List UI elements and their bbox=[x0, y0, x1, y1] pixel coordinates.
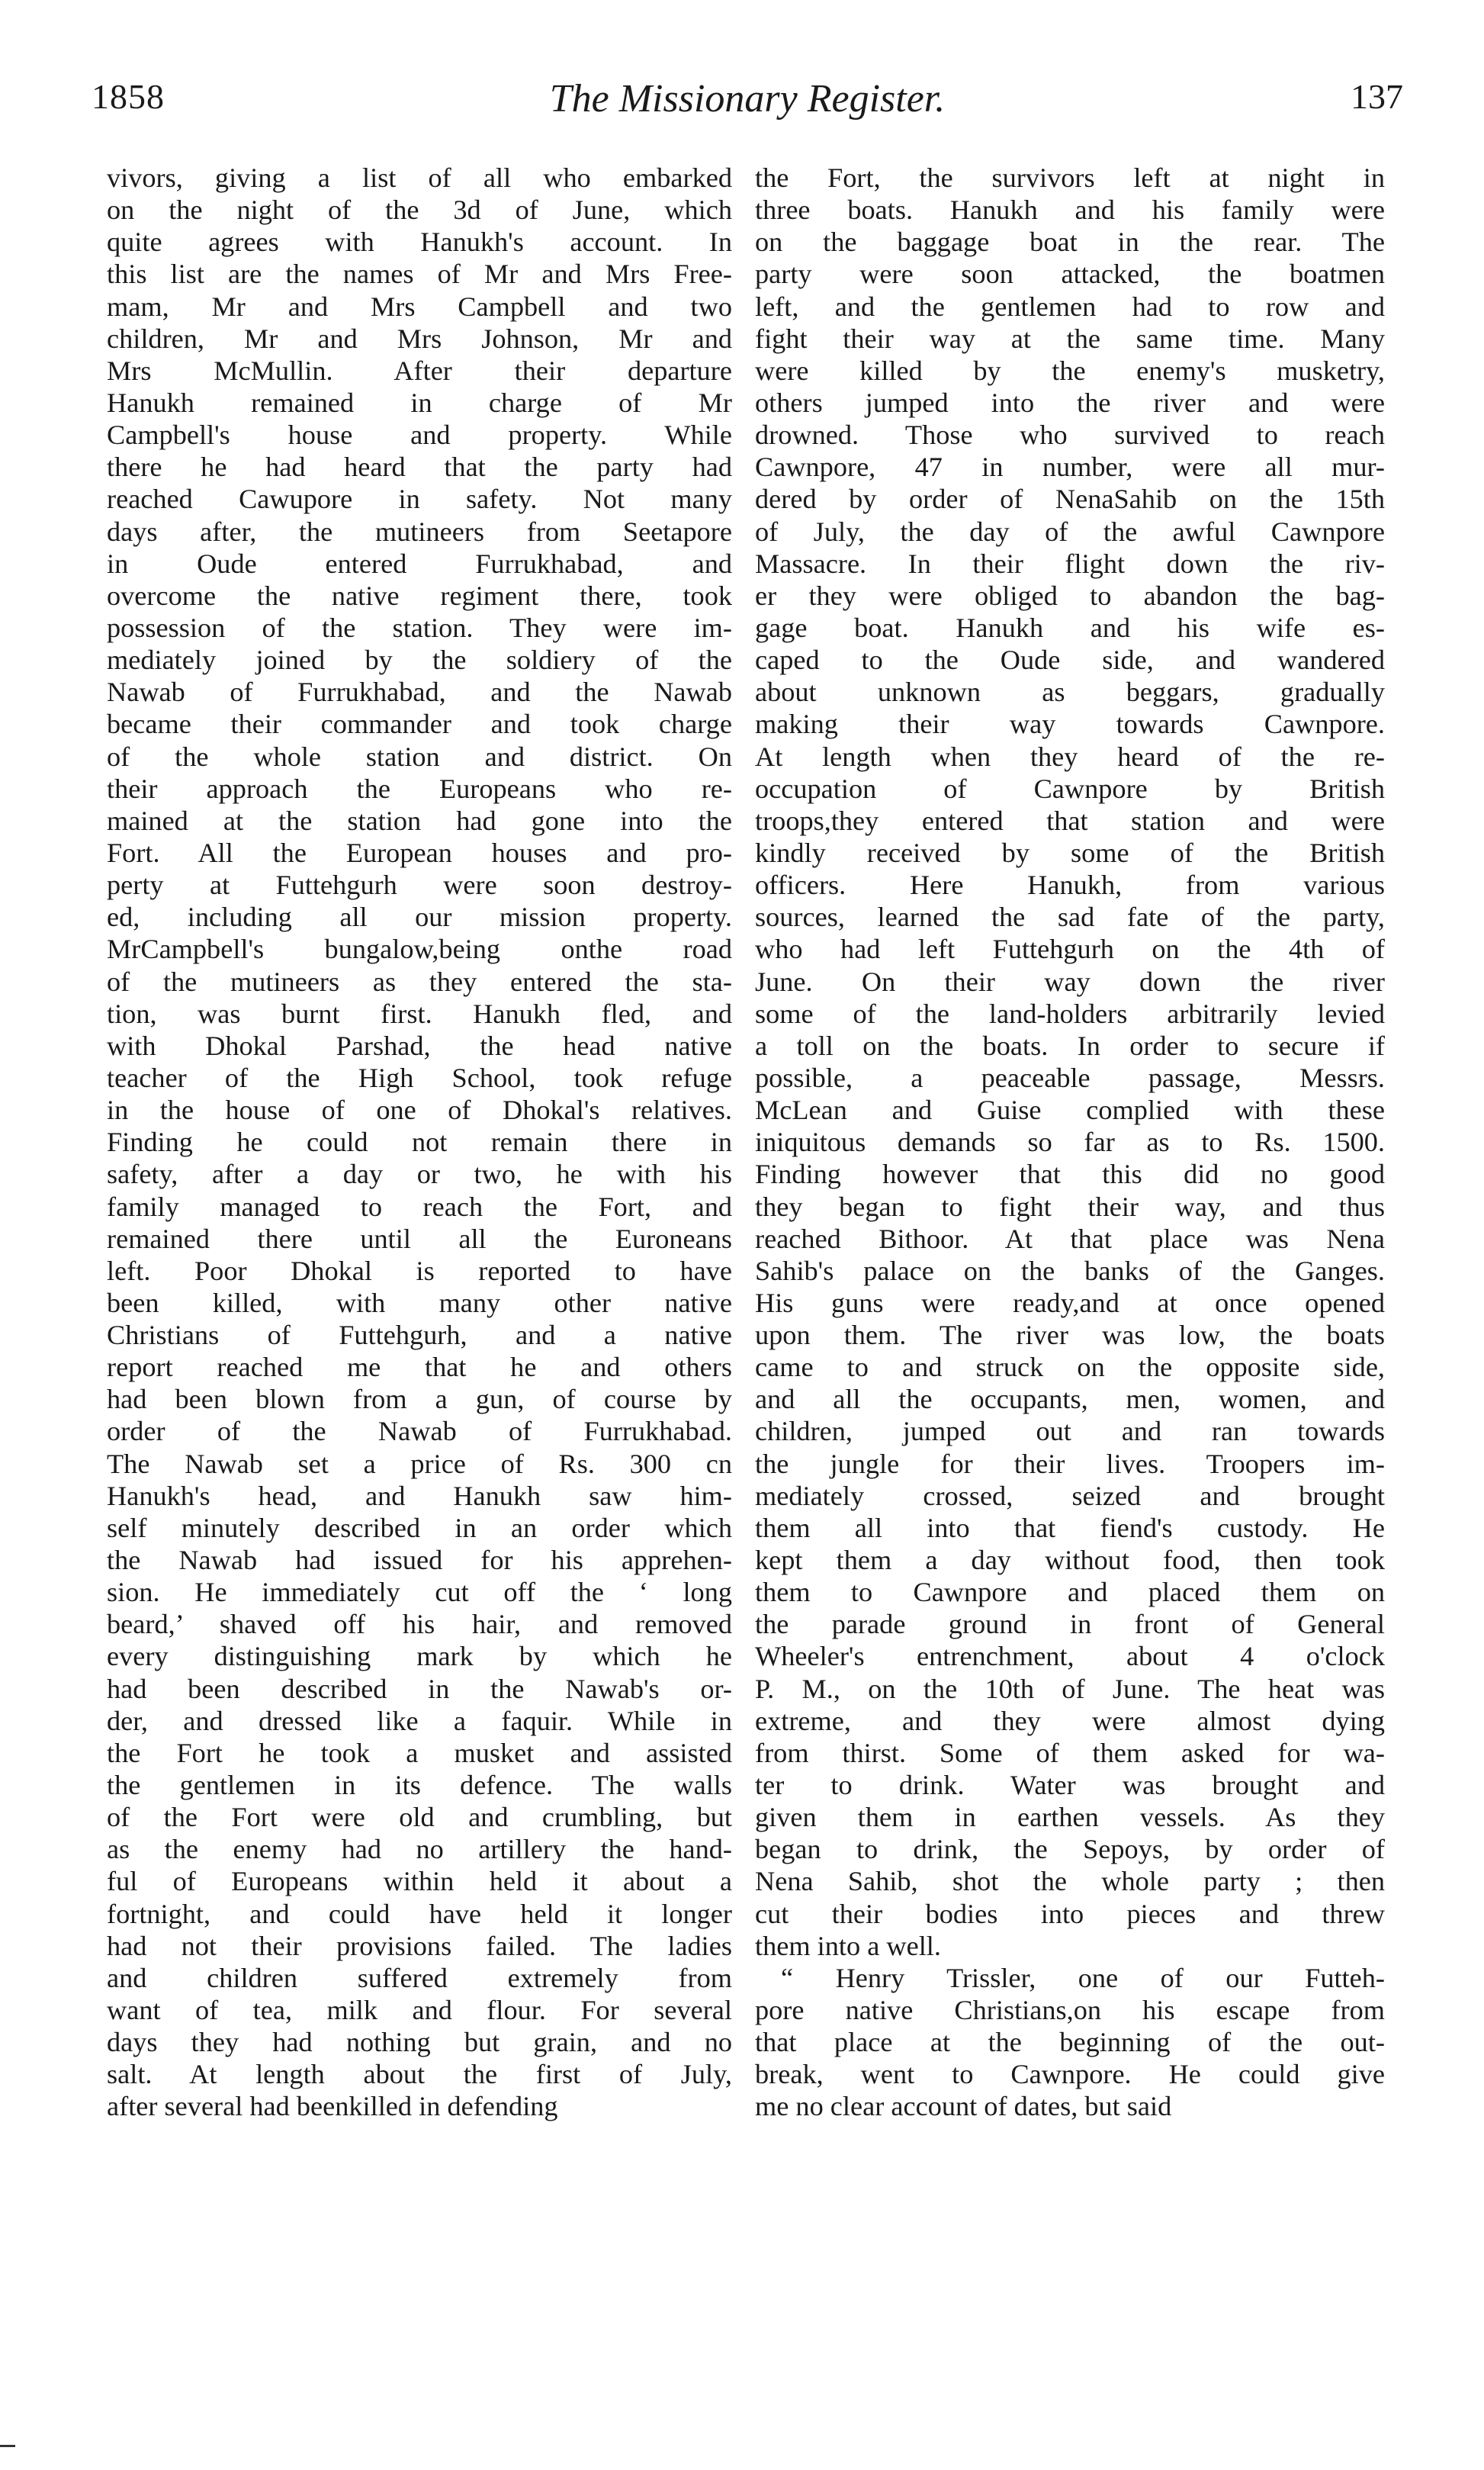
text-line: Mrs McMullin. After their departure bbox=[107, 355, 732, 386]
running-header bbox=[92, 76, 1403, 137]
text-line: Massacre. In their flight down the riv- bbox=[755, 548, 1385, 579]
text-line: of the whole station and district. On bbox=[107, 741, 732, 772]
text-line: with Dhokal Parshad, the head native bbox=[107, 1030, 732, 1061]
text-line: vivors, giving a list of all who embarked bbox=[107, 162, 732, 193]
text-line: mediately joined by the soldiery of the bbox=[107, 645, 732, 676]
text-line: three boats. Hanukh and his family were bbox=[755, 195, 1385, 226]
text-line: this list are the names of Mr and Mrs Free- bbox=[107, 259, 732, 290]
text-line: of the Fort were old and crumbling, but bbox=[107, 1802, 732, 1833]
text-line: teacher of the High School, took refuge bbox=[107, 1062, 732, 1093]
text-line: pore native Christians,on his escape from bbox=[755, 1995, 1385, 2026]
text-line: Hanukh's head, and Hanukh saw him- bbox=[107, 1480, 732, 1511]
text-line: Campbell's house and property. While bbox=[107, 420, 732, 451]
text-line: the parade ground in front of General bbox=[755, 1609, 1385, 1640]
text-line: der, and dressed like a faquir. While in bbox=[107, 1705, 732, 1736]
text-line: making their way towards Cawnpore. bbox=[755, 709, 1385, 740]
text-line: them to Cawnpore and placed them on bbox=[755, 1577, 1385, 1608]
text-line: mam, Mr and Mrs Campbell and two bbox=[107, 291, 732, 322]
text-line: them all into that fiend's custody. He bbox=[755, 1512, 1385, 1543]
text-line: remained there until all the Euroneans bbox=[107, 1223, 732, 1254]
text-line: drowned. Those who survived to reach bbox=[755, 420, 1385, 451]
text-line: came to and struck on the opposite side, bbox=[755, 1352, 1385, 1383]
text-line: beard,’ shaved off his hair, and removed bbox=[107, 1609, 732, 1640]
text-line: mediately crossed, seized and brought bbox=[755, 1480, 1385, 1511]
text-line: upon them. The river was low, the boats bbox=[755, 1320, 1385, 1351]
text-line: left. Poor Dhokal is reported to have bbox=[107, 1255, 732, 1286]
text-line: overcome the native regiment there, took bbox=[107, 580, 732, 611]
text-line: were killed by the enemy's musketry, bbox=[755, 355, 1385, 386]
text-line: troops,they entered that station and were bbox=[755, 805, 1385, 836]
text-line: fight their way at the same time. Many bbox=[755, 323, 1385, 354]
text-line: dered by order of NenaSahib on the 15th bbox=[755, 484, 1385, 515]
text-line: days they had nothing but grain, and no bbox=[107, 2027, 732, 2058]
text-line: Cawnpore, 47 in number, were all mur- bbox=[755, 452, 1385, 483]
text-line: sion. He immediately cut off the ‘ long bbox=[107, 1577, 732, 1608]
text-line: after several had beenkilled in defending bbox=[107, 2091, 558, 2122]
text-line: the jungle for their lives. Troopers im- bbox=[755, 1448, 1385, 1479]
text-line: in the house of one of Dhokal's relatives. bbox=[107, 1095, 732, 1126]
text-line: order of the Nawab of Furrukhabad. bbox=[107, 1416, 732, 1447]
text-line: tion, was burnt first. Hanukh fled, and bbox=[107, 998, 732, 1029]
text-line: the Fort, the survivors left at night in bbox=[755, 162, 1385, 193]
text-line: At length when they heard of the re- bbox=[755, 741, 1385, 772]
text-line: cut their bodies into pieces and threw bbox=[755, 1898, 1385, 1929]
text-line: mained at the station had gone into the bbox=[107, 805, 732, 836]
text-line: Finding however that this did no good bbox=[755, 1159, 1385, 1190]
text-line: about unknown as beggars, gradually bbox=[755, 677, 1385, 708]
text-line: fortnight, and could have held it longer bbox=[107, 1898, 732, 1929]
text-line: left, and the gentlemen had to row and bbox=[755, 291, 1385, 322]
text-line: they began to fight their way, and thus bbox=[755, 1191, 1385, 1222]
header-year: 1858 bbox=[92, 77, 165, 116]
text-line: ter to drink. Water was brought and bbox=[755, 1770, 1385, 1801]
text-line: given them in earthen vessels. As they bbox=[755, 1802, 1385, 1833]
journal-title: The Missionary Register. bbox=[549, 77, 946, 121]
text-line: iniquitous demands so far as to Rs. 1500. bbox=[755, 1127, 1385, 1158]
text-line: in Oude entered Furrukhabad, and bbox=[107, 548, 732, 579]
text-line: from thirst. Some of them asked for wa- bbox=[755, 1737, 1385, 1768]
text-line: want of tea, milk and flour. For several bbox=[107, 1995, 732, 2026]
text-line: children, jumped out and ran towards bbox=[755, 1416, 1385, 1447]
text-line: days after, the mutineers from Seetapore bbox=[107, 516, 732, 547]
text-line: the Nawab had issued for his apprehen- bbox=[107, 1545, 732, 1576]
text-line: “ Henry Trissler, one of our Futteh- bbox=[781, 1962, 1385, 1993]
text-line: ed, including all our mission property. bbox=[107, 902, 732, 933]
text-line: a toll on the boats. In order to secure if bbox=[755, 1030, 1385, 1061]
text-line: who had left Futtehgurh on the 4th of bbox=[755, 934, 1385, 965]
text-line: family managed to reach the Fort, and bbox=[107, 1191, 732, 1222]
text-line: children, Mr and Mrs Johnson, Mr and bbox=[107, 323, 732, 354]
text-line: there he had heard that the party had bbox=[107, 452, 732, 483]
text-line: party were soon attacked, the boatmen bbox=[755, 259, 1385, 290]
text-line: and children suffered extremely from bbox=[107, 1962, 732, 1993]
text-line: MrCampbell's bungalow,being onthe road bbox=[107, 934, 732, 965]
text-line: their approach the Europeans who re- bbox=[107, 773, 732, 804]
text-line: gage boat. Hanukh and his wife es- bbox=[755, 612, 1385, 643]
text-line: P. M., on the 10th of June. The heat was bbox=[755, 1673, 1385, 1704]
text-line: as the enemy had no artillery the hand- bbox=[107, 1834, 732, 1865]
text-line: reached Cawupore in safety. Not many bbox=[107, 484, 732, 515]
text-line: extreme, and they were almost dying bbox=[755, 1705, 1385, 1736]
text-line: of the mutineers as they entered the sta- bbox=[107, 966, 732, 997]
text-line: reached Bithoor. At that place was Nena bbox=[755, 1223, 1385, 1254]
text-line: Fort. All the European houses and pro- bbox=[107, 837, 732, 868]
text-line: possible, a peaceable passage, Messrs. bbox=[755, 1062, 1385, 1093]
text-line: possession of the station. They were im- bbox=[107, 612, 732, 643]
text-line: ful of Europeans within held it about a bbox=[107, 1866, 732, 1897]
text-line: began to drink, the Sepoys, by order of bbox=[755, 1834, 1385, 1865]
right-text-column bbox=[755, 162, 1385, 2123]
text-line: had not their provisions failed. The ladies bbox=[107, 1930, 732, 1961]
text-line: safety, after a day or two, he with his bbox=[107, 1159, 732, 1190]
text-line: and all the occupants, men, women, and bbox=[755, 1384, 1385, 1415]
left-text-column bbox=[107, 162, 732, 2123]
text-line: His guns were ready,and at once opened bbox=[755, 1287, 1385, 1318]
text-line: me no clear account of dates, but said bbox=[755, 2091, 1172, 2122]
text-line: occupation of Cawnpore by British bbox=[755, 773, 1385, 804]
text-line: The Nawab set a price of Rs. 300 cn bbox=[107, 1448, 732, 1479]
text-line: had been blown from a gun, of course by bbox=[107, 1384, 732, 1415]
text-line: Hanukh remained in charge of Mr bbox=[107, 387, 732, 418]
text-line: Wheeler's entrenchment, about 4 o'clock bbox=[755, 1641, 1385, 1672]
text-line: perty at Futtehgurh were soon destroy- bbox=[107, 870, 732, 901]
text-line: report reached me that he and others bbox=[107, 1352, 732, 1383]
text-line: became their commander and took charge bbox=[107, 709, 732, 740]
text-line: break, went to Cawnpore. He could give bbox=[755, 2059, 1385, 2090]
text-line: Nawab of Furrukhabad, and the Nawab bbox=[107, 677, 732, 708]
text-line: June. On their way down the river bbox=[755, 966, 1385, 997]
text-line: Christians of Futtehgurh, and a native bbox=[107, 1320, 732, 1351]
text-line: the Fort he took a musket and assisted bbox=[107, 1737, 732, 1768]
page-edge-mark bbox=[0, 2445, 15, 2447]
text-line: on the night of the 3d of June, which bbox=[107, 195, 732, 226]
page-number: 137 bbox=[1351, 77, 1403, 116]
text-line: Nena Sahib, shot the whole party ; then bbox=[755, 1866, 1385, 1897]
text-line: salt. At length about the first of July, bbox=[107, 2059, 732, 2090]
text-line: McLean and Guise complied with these bbox=[755, 1095, 1385, 1126]
text-line: sources, learned the sad fate of the party, bbox=[755, 902, 1385, 933]
text-line: er they were obliged to abandon the bag- bbox=[755, 580, 1385, 611]
text-line: kindly received by some of the British bbox=[755, 837, 1385, 868]
text-line: on the baggage boat in the rear. The bbox=[755, 227, 1385, 258]
text-line: the gentlemen in its defence. The walls bbox=[107, 1770, 732, 1801]
text-line: them into a well. bbox=[755, 1930, 941, 1961]
text-line: that place at the beginning of the out- bbox=[755, 2027, 1385, 2058]
text-line: others jumped into the river and were bbox=[755, 387, 1385, 418]
text-line: Finding he could not remain there in bbox=[107, 1127, 732, 1158]
text-line: quite agrees with Hanukh's account. In bbox=[107, 227, 732, 258]
text-line: been killed, with many other native bbox=[107, 1287, 732, 1318]
text-line: self minutely described in an order which bbox=[107, 1512, 732, 1543]
text-line: some of the land-holders arbitrarily levied bbox=[755, 998, 1385, 1029]
text-line: of July, the day of the awful Cawnpore bbox=[755, 516, 1385, 547]
text-line: officers. Here Hanukh, from various bbox=[755, 870, 1385, 901]
text-line: kept them a day without food, then took bbox=[755, 1545, 1385, 1576]
text-line: caped to the Oude side, and wandered bbox=[755, 645, 1385, 676]
text-line: every distinguishing mark by which he bbox=[107, 1641, 732, 1672]
text-line: had been described in the Nawab's or- bbox=[107, 1673, 732, 1704]
text-line: Sahib's palace on the banks of the Ganges. bbox=[755, 1255, 1385, 1286]
